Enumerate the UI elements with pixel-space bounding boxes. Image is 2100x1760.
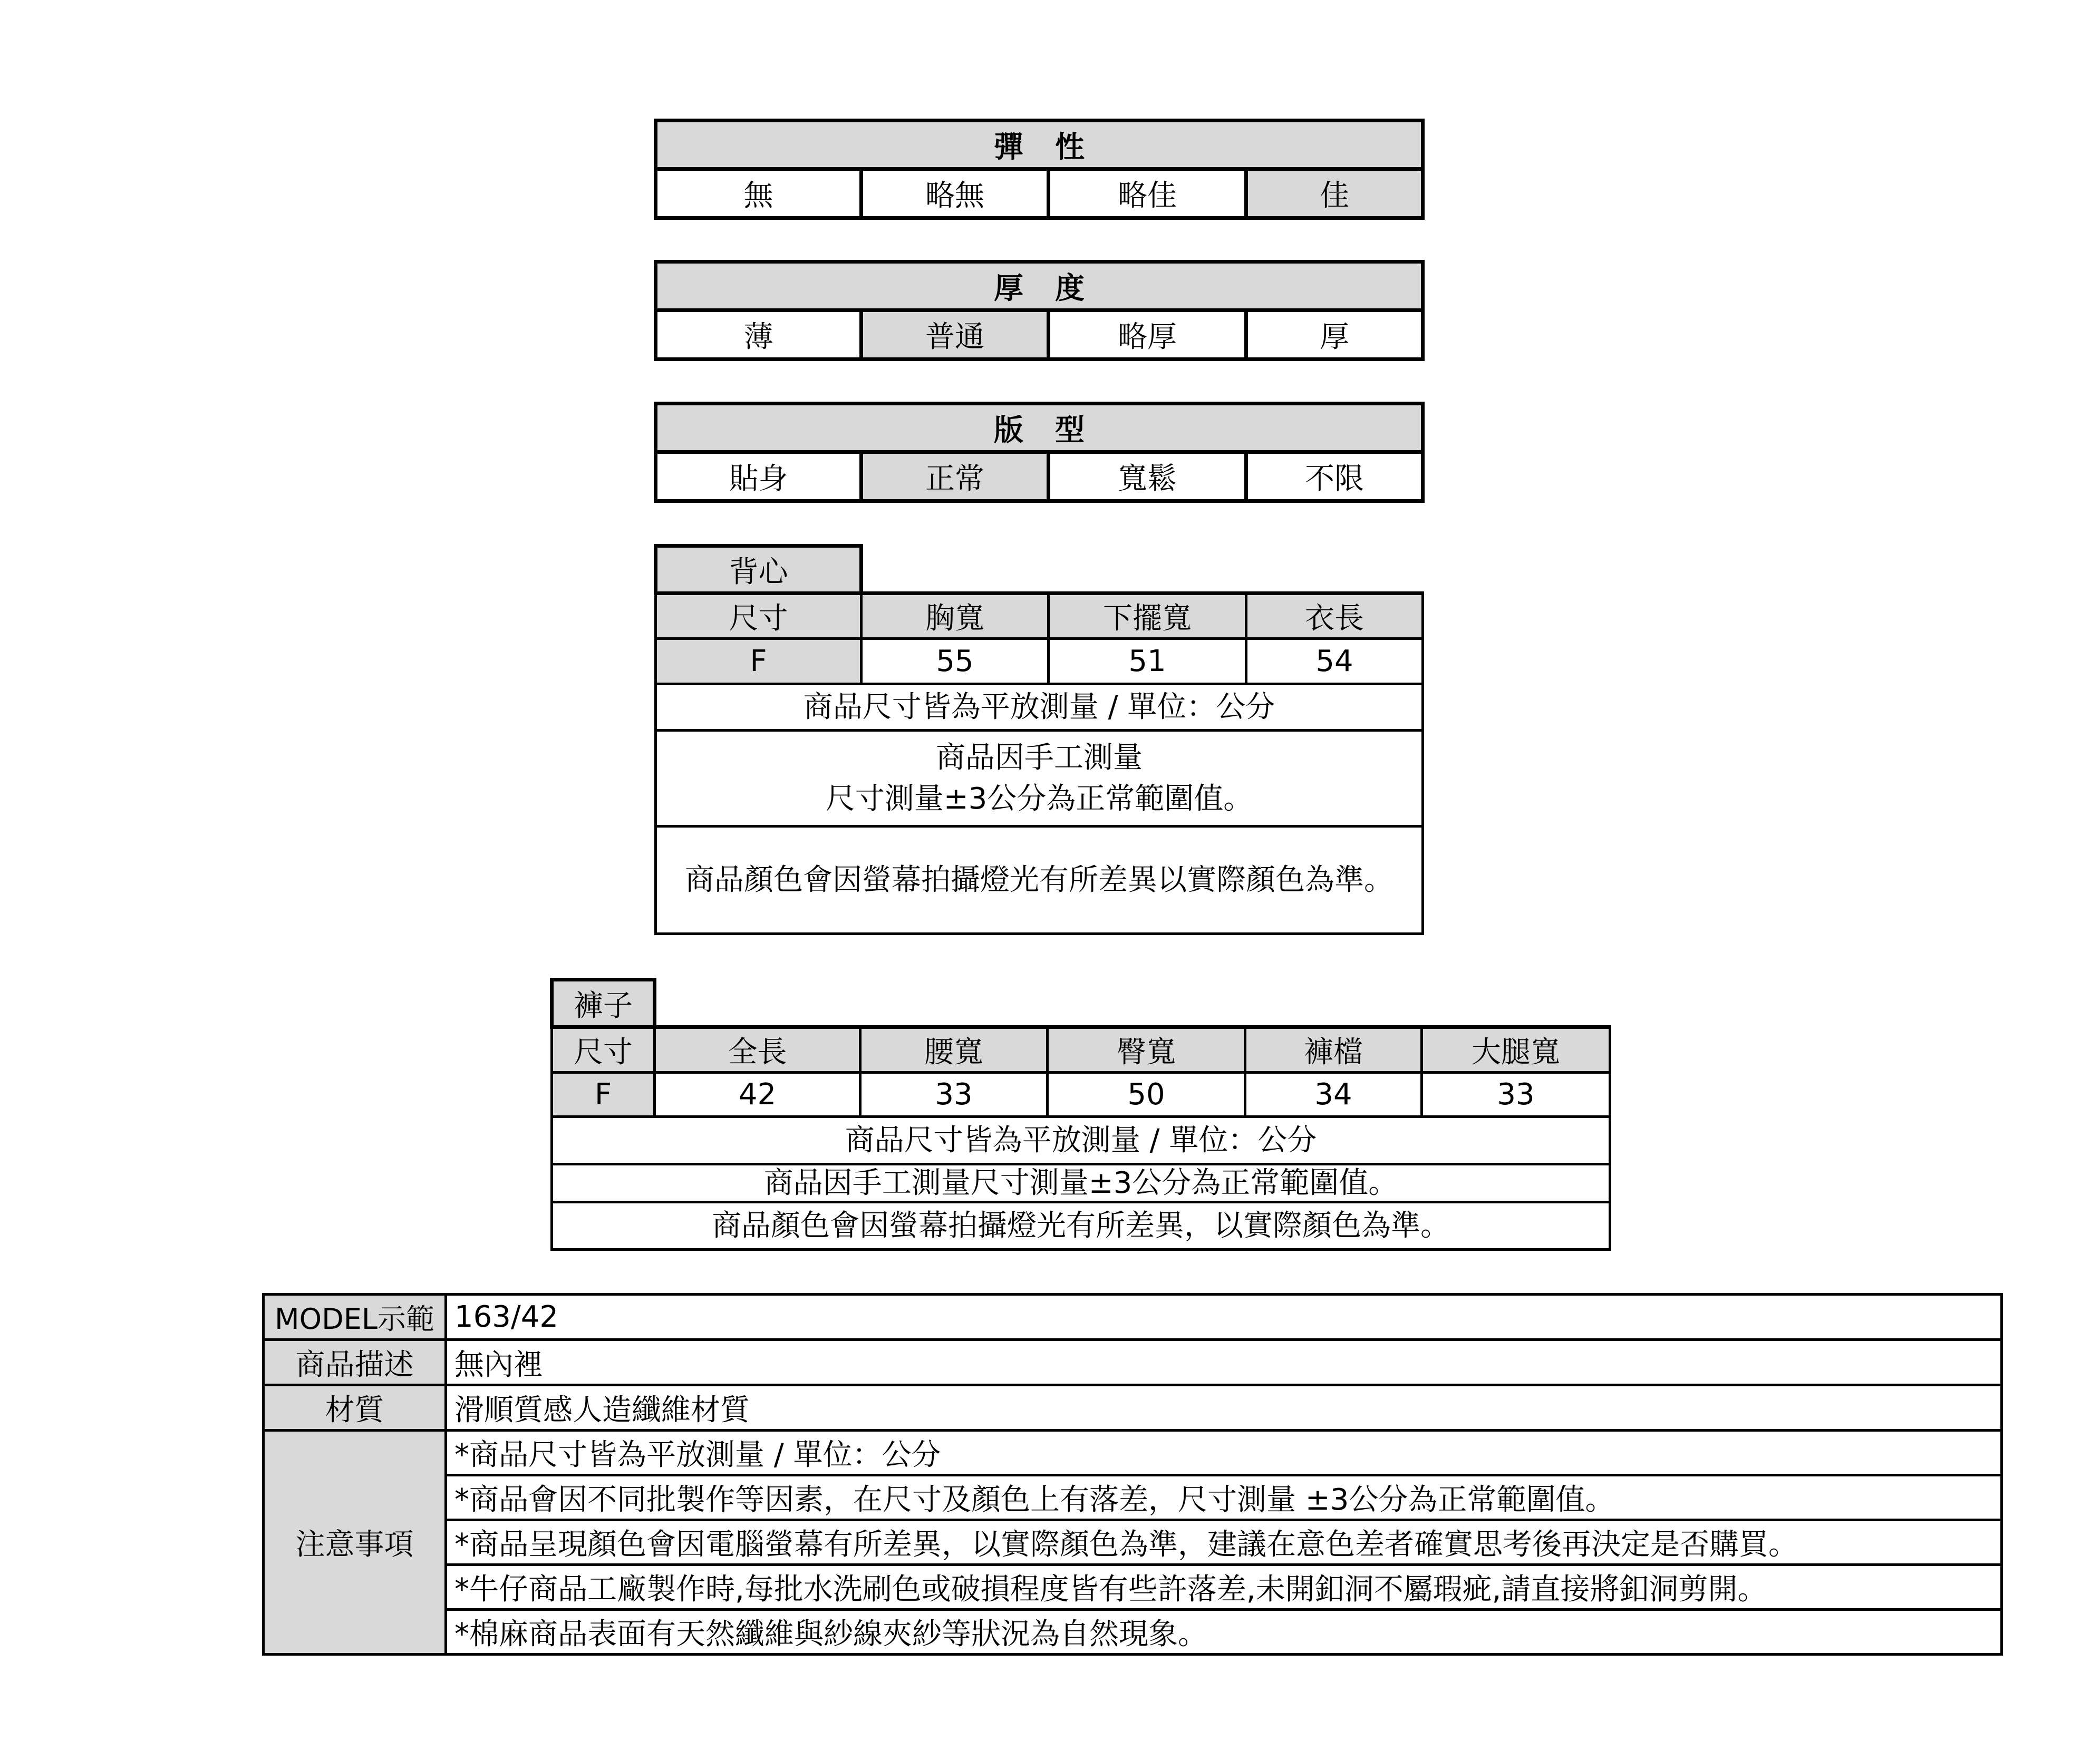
thickness-option: 略厚	[1049, 310, 1246, 359]
description-value: 無內裡	[446, 1340, 2002, 1385]
fit-title: 版型	[656, 404, 1423, 452]
pants-cell-length: 42	[655, 1073, 860, 1117]
product-info-table	[262, 1293, 2003, 1656]
thickness-option: 厚	[1246, 310, 1423, 359]
elasticity-option: 略佳	[1049, 169, 1246, 218]
pants-header-hip: 臀寬	[1048, 1027, 1245, 1073]
pants-cell-hip: 50	[1048, 1073, 1245, 1117]
elasticity-option-selected: 佳	[1246, 169, 1423, 218]
vest-note-color: 商品顏色會因螢幕拍攝燈光有所差異以實際顏色為準。	[656, 826, 1423, 934]
elasticity-title: 彈性	[656, 121, 1423, 169]
fit-option: 寬鬆	[1049, 452, 1246, 501]
pants-cell-rise: 34	[1245, 1073, 1422, 1117]
fit-option: 貼身	[656, 452, 862, 501]
pants-cell-thigh: 33	[1422, 1073, 1610, 1117]
fit-option: 不限	[1246, 452, 1423, 501]
vest-cell-hem: 51	[1049, 639, 1246, 684]
vest-note-manual	[656, 731, 1423, 826]
elasticity-option: 略無	[862, 169, 1049, 218]
pants-cell-waist: 33	[860, 1073, 1048, 1117]
fit-table	[654, 402, 1425, 503]
material-label: 材質	[264, 1385, 446, 1431]
pants-note-color: 商品顏色會因螢幕拍攝燈光有所差異，以實際顏色為準。	[552, 1202, 1610, 1250]
vest-size-table	[654, 544, 1424, 935]
pants-label: 褲子	[552, 980, 655, 1027]
vest-cell-chest: 55	[862, 639, 1049, 684]
vest-header-chest: 胸寬	[862, 594, 1049, 639]
thickness-option: 薄	[656, 310, 862, 359]
pants-note-measure: 商品尺寸皆為平放測量 / 單位：公分	[552, 1117, 1610, 1164]
notes-item: *棉麻商品表面有天然纖維與紗線夾紗等狀況為自然現象。	[446, 1610, 2002, 1655]
pants-header-size: 尺寸	[552, 1027, 655, 1073]
fit-option-selected: 正常	[862, 452, 1049, 501]
elasticity-table	[654, 119, 1425, 220]
thickness-option-selected: 普通	[862, 310, 1049, 359]
notes-item: *牛仔商品工廠製作時,每批水洗刷色或破損程度皆有些許落差,未開釦洞不屬瑕疵,請直接將釦洞剪開。	[446, 1565, 2002, 1610]
model-label: MODEL示範	[264, 1295, 446, 1340]
vest-label: 背心	[656, 546, 862, 594]
vest-note-measure: 商品尺寸皆為平放測量 / 單位：公分	[656, 684, 1423, 731]
vest-header-hem: 下擺寬	[1049, 594, 1246, 639]
vest-note-manual-line1: 商品因手工測量	[936, 740, 1143, 775]
pants-cell-size: F	[552, 1073, 655, 1117]
notes-item: *商品呈現顏色會因電腦螢幕有所差異，以實際顏色為準，建議在意色差者確實思考後再決定是否購買。	[446, 1520, 2002, 1565]
thickness-table	[654, 260, 1425, 361]
vest-note-manual-line2: 尺寸測量±3公分為正常範圍值。	[825, 781, 1253, 816]
model-value: 163/42	[446, 1295, 2002, 1340]
pants-size-table	[550, 978, 1611, 1251]
vest-header-size: 尺寸	[656, 594, 862, 639]
elasticity-option: 無	[656, 169, 862, 218]
vest-cell-size: F	[656, 639, 862, 684]
thickness-title: 厚度	[656, 262, 1423, 310]
material-value: 滑順質感人造纖維材質	[446, 1385, 2002, 1431]
description-label: 商品描述	[264, 1340, 446, 1385]
vest-header-length: 衣長	[1246, 594, 1423, 639]
pants-header-waist: 腰寬	[860, 1027, 1048, 1073]
pants-header-rise: 褲檔	[1245, 1027, 1422, 1073]
notes-item: *商品會因不同批製作等因素，在尺寸及顏色上有落差，尺寸測量 ±3公分為正常範圍值。	[446, 1475, 2002, 1520]
notes-item: *商品尺寸皆為平放測量 / 單位：公分	[446, 1431, 2002, 1475]
pants-note-manual: 商品因手工測量尺寸測量±3公分為正常範圍值。	[552, 1164, 1610, 1202]
notes-label: 注意事項	[264, 1431, 446, 1655]
pants-header-thigh: 大腿寬	[1422, 1027, 1610, 1073]
pants-header-length: 全長	[655, 1027, 860, 1073]
vest-cell-length: 54	[1246, 639, 1423, 684]
